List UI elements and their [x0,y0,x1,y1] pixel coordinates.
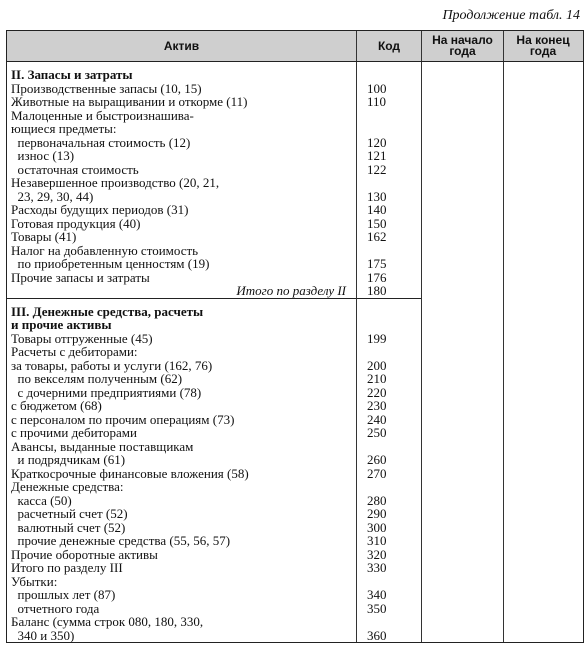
table-row-label: Авансы, выданные поставщикам [11,438,194,454]
table-row-code [357,305,421,319]
table-row-code: 180 [367,283,387,298]
header-end: На конец года [516,33,570,58]
table-row-code: 176 [367,269,387,285]
table-row-label: за товары, работы и услуги (162, 76) [11,357,213,373]
table-row-code: 310 [367,533,387,548]
table-row-label: 23, 29, 30, 44) [11,188,94,204]
table-row-code: 280 [367,492,387,508]
section-title: III. Денежные средства, расчеты [11,303,204,319]
table-row-label: Прочие оборотные активы [11,546,158,562]
table-row-label: валютный счет (52) [11,519,126,535]
table-row-code: 210 [367,371,387,386]
balance-table [6,30,584,643]
table-row-label: прочие денежные средства (55, 56, 57) [11,533,231,548]
table-row-label: Прочие запасы и затраты [11,269,150,285]
table-row-label: первоначальная стоимость (12) [11,134,191,150]
table-row-label: Товары (41) [11,229,77,244]
table-row-code: 300 [367,519,387,535]
table-row-code [357,109,421,123]
column-kod [357,62,422,642]
table-row-code: 122 [367,161,387,177]
table-row-code: 200 [367,357,387,373]
table-row-label: расчетный счет (52) [11,506,128,521]
table-row-label: 340 и 350) [11,627,75,643]
table-row-label: и подрядчикам (61) [11,452,126,467]
table-row-code: 130 [367,188,387,204]
table-row-code [357,176,421,190]
table-row-label: Убытки: [11,573,58,589]
table-row-label: прошлых лет (87) [11,587,116,602]
table-row-label: с персоналом по прочим операциям (73) [11,411,235,427]
table-row-code: 240 [367,411,387,427]
table-row-label: Краткосрочные финансовые вложения (58) [11,465,249,481]
table-row-code [357,440,421,454]
table-row-code: 140 [367,202,387,217]
table-row-label: с прочими дебиторами [11,425,137,440]
table-row-label: с бюджетом (68) [11,398,102,413]
table-row-label: Итого по разделу III [11,560,123,575]
table-row-label: Товары отгруженные (45) [11,330,153,346]
table-row-label: Расходы будущих периодов (31) [11,202,189,217]
table-row-code: 150 [367,215,387,231]
table-row-code [357,615,421,629]
table-row-code: 230 [367,398,387,413]
table-row-label: ющиеся предметы: [11,121,117,136]
section-title: и прочие активы [11,317,112,332]
header-aktiv: Актив [7,31,357,61]
table-caption: Продолжение табл. 14 [442,8,580,23]
table-row-code [357,244,421,258]
table-row-code: 199 [367,330,387,346]
table-row-label: Готовая продукция (40) [11,215,141,231]
table-row-code [357,318,421,332]
section-total: Итого по разделу II [236,283,346,298]
table-row-code: 330 [367,560,387,575]
header-start: На начало года [422,31,504,61]
table-row-code [357,68,421,82]
column-aktiv [7,62,357,642]
table-row-label: износ (13) [11,148,75,163]
table-row-code: 120 [367,134,387,150]
table-row-code: 360 [367,627,387,643]
table-row-code: 220 [367,384,387,400]
table-row-code: 175 [367,256,387,271]
row-spacer [357,298,421,305]
table-row-label: отчетного года [11,600,100,616]
table-row-code: 340 [367,587,387,602]
table-row-code: 250 [367,425,387,440]
header-kod: Код [357,31,422,61]
table-row-label: Баланс (сумма строк 080, 180, 330, [11,614,204,629]
table-row-label: касса (50) [11,492,72,508]
table-row-code: 100 [367,80,387,96]
table-row-label: Производственные запасы (10, 15) [11,80,202,96]
table-row-code: 110 [367,94,387,109]
table-row-code: 270 [367,465,387,481]
table-row-label: по векселям полученным (62) [11,371,183,386]
table-row-code [357,345,421,359]
table-row-code [357,122,421,136]
table-row-label: остаточная стоимость [11,161,139,177]
table-row-label: Малоценные и быстроизнашива- [11,107,194,123]
table-row-label: с дочерними предприятиями (78) [11,384,202,400]
table-header [7,31,583,62]
table-row-code: 320 [367,546,387,562]
table-body [7,62,583,642]
table-row-code: 121 [367,148,387,163]
column-start [422,62,504,642]
section-title: II. Запасы и затраты [11,67,133,82]
column-end [504,62,582,642]
table-row-label: Налог на добавленную стоимость [11,242,199,258]
table-row-label: Расчеты с дебиторами: [11,344,138,359]
table-row-code: 290 [367,506,387,521]
table-row-label: по приобретенным ценностям (19) [11,256,210,271]
table-row-label: Животные на выращивании и откорме (11) [11,94,248,109]
table-row-code: 162 [367,229,387,244]
table-row-code: 260 [367,452,387,467]
table-row-code: 350 [367,600,387,616]
table-row-label: Денежные средства: [11,479,124,494]
table-row-label: Незавершенное производство (20, 21, [11,175,220,190]
table-row-code [357,575,421,589]
table-row-code [357,480,421,494]
